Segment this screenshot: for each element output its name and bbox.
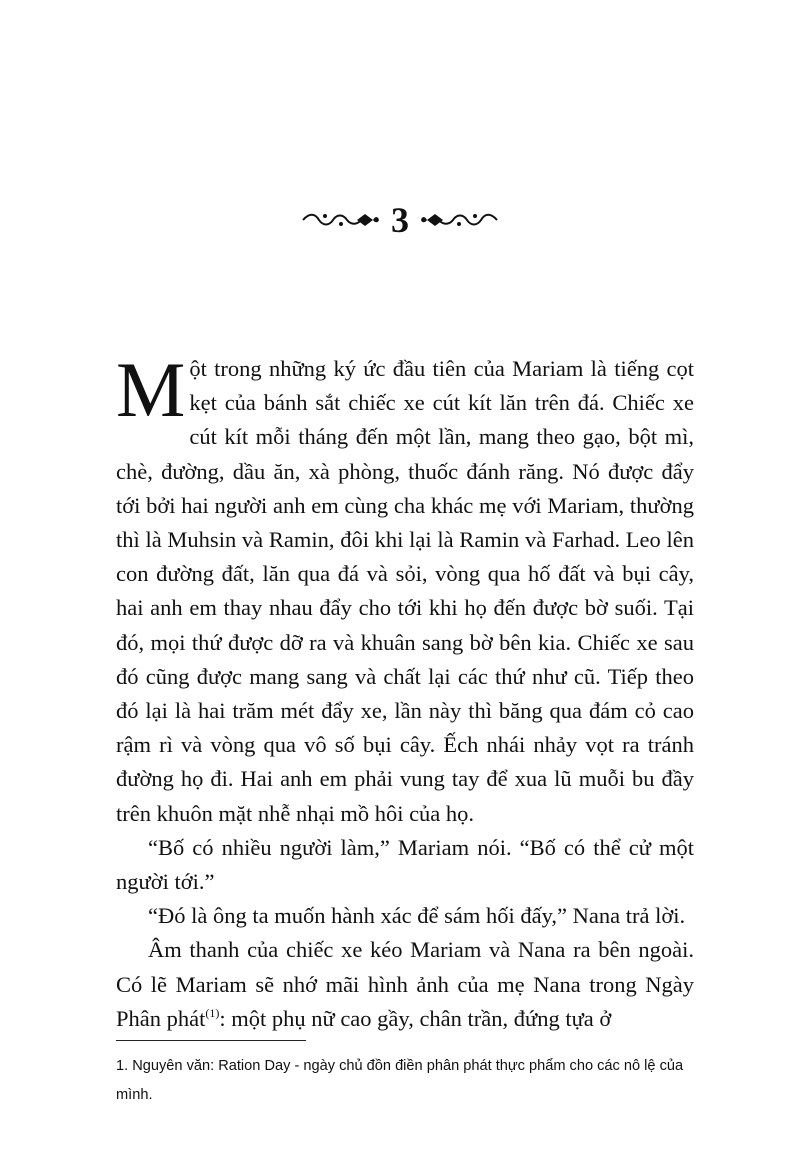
footnote-divider	[116, 1040, 306, 1041]
footnote-marker: (1)	[205, 1005, 220, 1020]
paragraph-4-text-after-note: : một phụ nữ cao gầy, chân trần, đứng tựa ở	[219, 1005, 612, 1031]
paragraph-1-text: ột trong những ký ức đầu tiên của Mariam là tiếng cọt kẹt của bánh sắt chiếc xe cút kít lăn trên đá. Chiếc xe cút kít mỗi tháng đến một lần, mang theo gạo, bột mì, chè, đường, dầu ăn, xà phòng, thuốc đánh răng. Nó được đẩy tới bởi hai người anh em cùng cha khác mẹ với Mariam, thường thì là Muhsin và Ramin, đôi khi lại là Ramin và Farhad. Leo lên con đường đất, lăn qua đá và sỏi, vòng qua hố đất và bụi cây, hai anh em thay nhau đẩy cho tới khi họ đến được bờ suối. Tại đó, mọi thứ được dỡ ra và khuân sang bờ bên kia. Chiếc xe sau đó cũng được mang sang và chất lại các thứ như cũ. Tiếp theo đó lại là hai trăm mét đẩy xe, lần này thì băng qua đám cỏ cao rậm rì và vòng qua vô số bụi cây. Ếch nhái nhảy vọt ra tránh đường họ đi. Hai anh em phải vung tay để xua lũ muỗi bu đầy trên khuôn mặt nhễ nhại mồ hôi của họ.	[116, 356, 694, 826]
paragraph-3: “Đó là ông ta muốn hành xác để sám hối đấy,” Nana trả lời.	[148, 903, 686, 929]
paragraph-2: “Bố có nhiều người làm,” Mariam nói. “Bố có thể cử một người tới.”	[116, 834, 694, 895]
paragraph-4-text-before-note: Âm thanh của chiếc xe kéo Mariam và Nana ra bên ngoài. Có lẽ Mariam sẽ nhớ mãi hình ảnh của mẹ Nana trong Ngày Phân phát	[116, 937, 694, 1031]
chapter-body	[116, 346, 694, 1036]
chapter-number: 3	[391, 200, 409, 240]
ornament-right-icon	[419, 209, 499, 231]
chapter-heading	[0, 198, 800, 242]
paragraph-1	[116, 346, 694, 831]
ornament-left-icon	[301, 209, 381, 231]
footnote: 1. Nguyên văn: Ration Day - ngày chủ đồn điền phân phát thực phẩm cho các nô lệ của mình.	[116, 1058, 684, 1103]
drop-cap: M	[116, 346, 186, 433]
paragraph-4	[116, 933, 694, 1036]
